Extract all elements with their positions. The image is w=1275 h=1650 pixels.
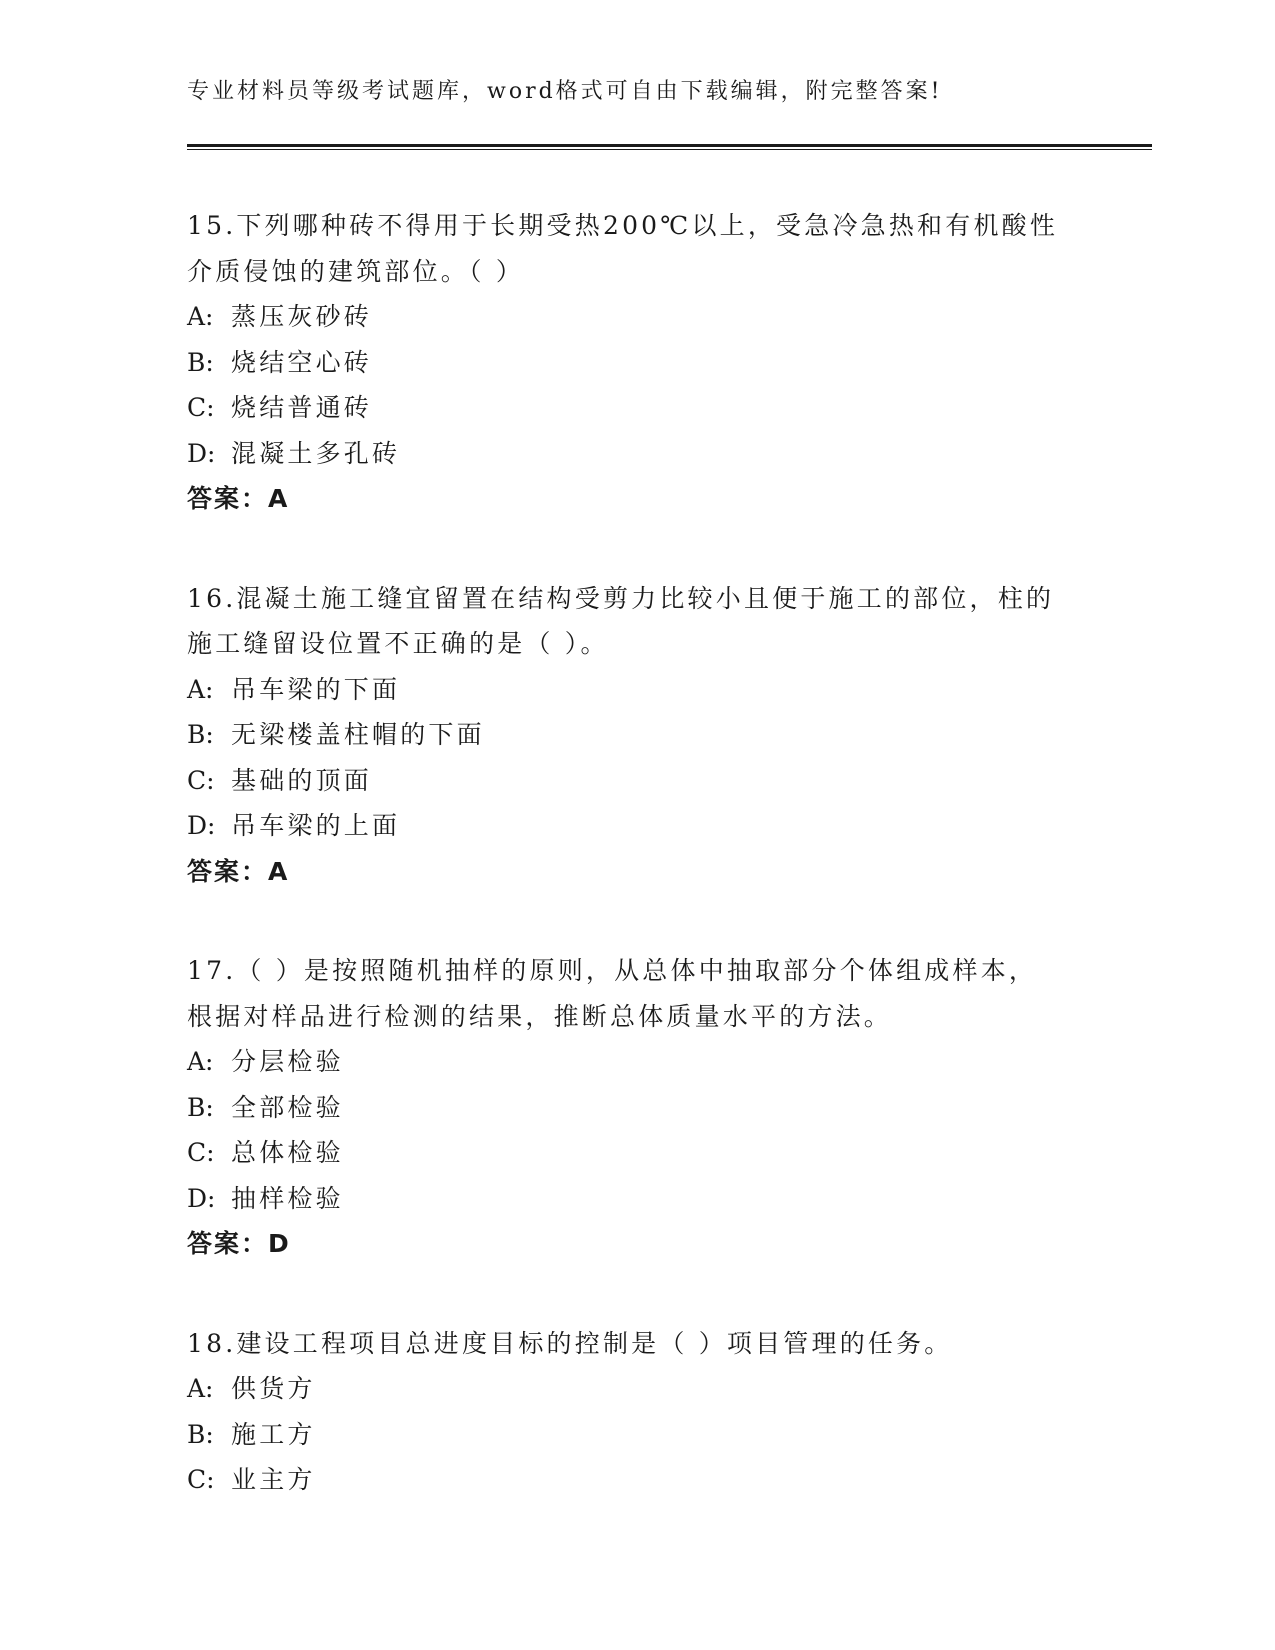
- question-text: 施工缝留设位置不正确的是（ ）。: [187, 629, 609, 658]
- option-letter: A:: [187, 1374, 214, 1403]
- question-16: [187, 576, 1087, 895]
- option-text: 蒸压灰砂砖: [231, 302, 373, 331]
- option-d: [187, 431, 1087, 477]
- option-text: 业主方: [231, 1465, 316, 1494]
- option-letter: C:: [187, 765, 215, 795]
- option-letter: B:: [187, 1419, 214, 1449]
- answer: 答案：A: [187, 856, 290, 886]
- option-c: [187, 1130, 1087, 1176]
- option-text: 全部检验: [231, 1092, 344, 1122]
- option-text: 施工方: [231, 1419, 316, 1449]
- option-text: 供货方: [231, 1374, 316, 1403]
- header-rule-thin: [187, 149, 1152, 150]
- option-letter: B:: [187, 347, 214, 377]
- option-a: [187, 667, 1087, 713]
- question-18: [187, 1321, 1087, 1503]
- question-text: 18.建设工程项目总进度目标的控制是（ ）项目管理的任务。: [187, 1328, 953, 1358]
- option-letter: C:: [187, 1465, 215, 1494]
- option-text: 分层检验: [231, 1047, 344, 1076]
- question-text: 介质侵蚀的建筑部位。（ ）: [187, 256, 525, 286]
- question-15: [187, 203, 1087, 522]
- option-letter: A:: [187, 1047, 214, 1076]
- question-17: [187, 948, 1087, 1267]
- answer: 答案：D: [187, 1229, 291, 1258]
- option-letter: A:: [187, 302, 214, 331]
- option-letter: C:: [187, 1138, 215, 1167]
- answer: 答案：A: [187, 484, 290, 513]
- option-letter: A:: [187, 674, 214, 704]
- option-a: [187, 294, 1087, 340]
- option-b: [187, 1085, 1087, 1131]
- option-text: 抽样检验: [231, 1183, 344, 1213]
- option-text: 无梁楼盖柱帽的下面: [231, 720, 485, 749]
- option-letter: D:: [187, 811, 216, 840]
- option-c: [187, 385, 1087, 431]
- option-c: [187, 1457, 1087, 1503]
- option-letter: D:: [187, 1183, 216, 1213]
- option-text: 烧结普通砖: [231, 393, 373, 422]
- option-letter: D:: [187, 438, 216, 468]
- option-text: 吊车梁的上面: [231, 811, 401, 840]
- option-text: 吊车梁的下面: [231, 674, 401, 704]
- option-a: [187, 1039, 1087, 1085]
- question-text: 15.下列哪种砖不得用于长期受热200℃以上，受急冷急热和有机酸性: [187, 211, 1059, 240]
- option-b: [187, 712, 1087, 758]
- option-letter: C:: [187, 393, 215, 422]
- option-b: [187, 340, 1087, 386]
- option-c: [187, 758, 1087, 804]
- option-text: 基础的顶面: [231, 765, 373, 795]
- question-text: 根据对样品进行检测的结果，推断总体质量水平的方法。: [187, 1001, 893, 1031]
- option-b: [187, 1412, 1087, 1458]
- option-letter: B:: [187, 720, 214, 749]
- option-text: 烧结空心砖: [231, 347, 373, 377]
- option-d: [187, 803, 1087, 849]
- header-rule-thick: [187, 144, 1152, 147]
- option-text: 总体检验: [231, 1138, 344, 1167]
- option-text: 混凝土多孔砖: [231, 438, 401, 468]
- page-header: 专业材料员等级考试题库，word格式可自由下载编辑，附完整答案!: [187, 79, 943, 104]
- option-a: [187, 1366, 1087, 1412]
- option-letter: B:: [187, 1092, 214, 1122]
- question-list: [187, 203, 1087, 1503]
- option-d: [187, 1176, 1087, 1222]
- question-text: 16.混凝土施工缝宜留置在结构受剪力比较小且便于施工的部位，柱的: [187, 583, 1055, 613]
- question-text: 17.（ ）是按照随机抽样的原则，从总体中抽取部分个体组成样本，: [187, 956, 1038, 985]
